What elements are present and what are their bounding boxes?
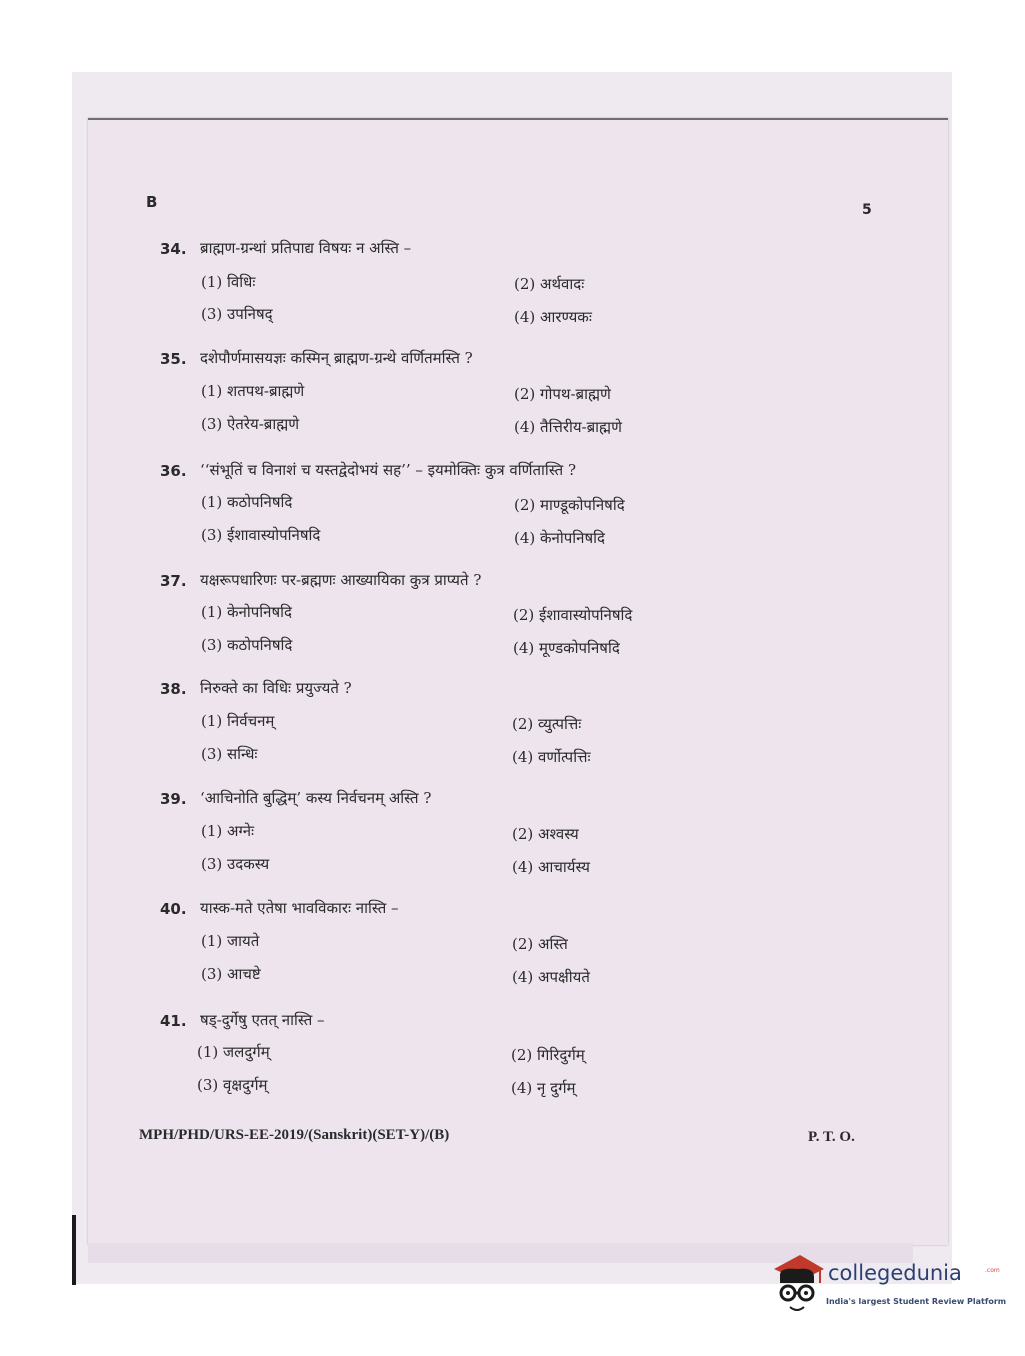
option-2: (2) अश्वस्य	[512, 825, 579, 843]
question-text: यास्क-मते एतेषा भावविकारः नास्ति –	[200, 899, 399, 917]
option-4: (4) मूण्डकोपनिषदि	[513, 639, 620, 657]
option-1: (1) अग्नेः	[201, 822, 255, 840]
question-text: षड्-दुर्गेषु एतत् नास्ति –	[200, 1011, 325, 1029]
question-text: ‘आचिनोति बुद्धिम्’ कस्य निर्वचनम् अस्ति ?	[200, 789, 432, 807]
option-2: (2) गिरिदुर्गम्	[511, 1046, 585, 1064]
scan-edge-shadow	[72, 1215, 76, 1285]
question-number: 37.	[160, 572, 187, 590]
brand-suffix: .com	[985, 1267, 1000, 1274]
option-3: (3) उपनिषद्	[201, 305, 273, 323]
option-3: (3) सन्धिः	[201, 745, 258, 763]
question-number: 41.	[160, 1012, 187, 1030]
option-1: (1) विधिः	[201, 273, 256, 291]
option-2: (2) गोपथ-ब्राह्मणे	[514, 385, 611, 403]
brand-name: collegedunia	[828, 1261, 962, 1285]
option-3: (3) कठोपनिषदि	[201, 636, 293, 654]
option-1: (1) निर्वचनम्	[201, 712, 275, 730]
option-4: (4) नृ दुर्गम्	[511, 1079, 576, 1097]
question-number: 35.	[160, 350, 187, 368]
option-3: (3) ऐतरेय-ब्राह्मणे	[201, 415, 300, 433]
option-1: (1) कठोपनिषदि	[201, 493, 293, 511]
option-2: (2) माण्डूकोपनिषदि	[514, 496, 625, 514]
option-3: (3) वृक्षदुर्गम्	[197, 1076, 268, 1094]
option-3: (3) ईशावास्योपनिषदि	[201, 526, 321, 544]
option-3: (3) आचष्टे	[201, 965, 261, 983]
option-1: (1) जायते	[201, 932, 260, 950]
option-4: (4) तैत्तिरीय-ब्राह्मणे	[514, 418, 622, 436]
question-number: 36.	[160, 462, 187, 480]
option-2: (2) अर्थवादः	[514, 275, 585, 293]
question-number: 38.	[160, 680, 187, 698]
option-4: (4) वर्णोत्पत्तिः	[512, 748, 591, 766]
page-number: 5	[862, 202, 872, 218]
option-1: (1) केनोपनिषदि	[201, 603, 292, 621]
question-text: निरुक्ते का विधिः प्रयुज्यते ?	[200, 679, 352, 697]
brand-tagline: India's largest Student Review Platform	[826, 1297, 1007, 1306]
student-mascot-icon	[768, 1253, 826, 1319]
question-text: दशेपौर्णमासयज्ञः कस्मिन् ब्राह्मण-ग्रन्थे वर्णितमस्ति ?	[200, 349, 473, 367]
question-number: 39.	[160, 790, 187, 808]
option-2: (2) ईशावास्योपनिषदि	[513, 606, 633, 624]
option-4: (4) आचार्यस्य	[512, 858, 590, 876]
option-4: (4) केनोपनिषदि	[514, 529, 605, 547]
question-number: 40.	[160, 900, 187, 918]
question-text: यक्षरूपधारिणः पर-ब्रह्मणः आख्यायिका कुत्र प्राप्यते ?	[200, 571, 482, 589]
option-2: (2) अस्ति	[512, 935, 568, 953]
question-text: ब्राह्मण-ग्रन्थां प्रतिपाद्य विषयः न अस्ति –	[200, 239, 412, 257]
pto-label: P. T. O.	[808, 1129, 855, 1145]
exam-code: MPH/PHD/URS-EE-2019/(Sanskrit)(SET-Y)/(B)	[139, 1127, 450, 1143]
option-2: (2) व्युत्पत्तिः	[512, 715, 582, 733]
option-1: (1) शतपथ-ब्राह्मणे	[201, 382, 305, 400]
option-4: (4) आरण्यकः	[514, 308, 592, 326]
collegedunia-watermark	[768, 1253, 1007, 1323]
set-letter: B	[146, 193, 158, 211]
option-3: (3) उदकस्य	[201, 855, 270, 873]
option-1: (1) जलदुर्गम्	[197, 1043, 270, 1061]
question-text: ‘‘संभूतिं च विनाशं च यस्तद्वेदोभयं सह’’ – इयमोक्तिः कुत्र वर्णितास्ति ?	[200, 461, 577, 479]
question-number: 34.	[160, 240, 187, 258]
option-4: (4) अपक्षीयते	[512, 968, 590, 986]
